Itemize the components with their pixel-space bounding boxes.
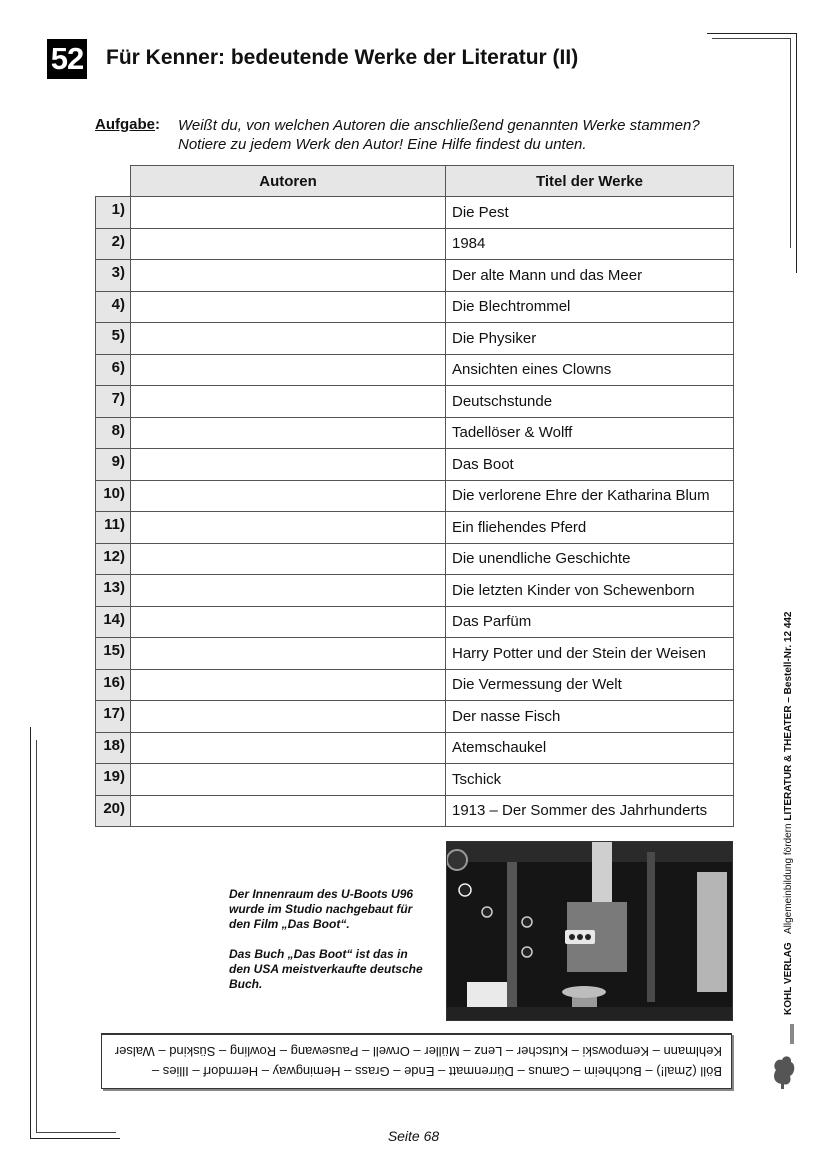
author-input-cell[interactable] bbox=[131, 291, 446, 323]
table-row bbox=[96, 449, 734, 481]
work-title: Ein fliehendes Pferd bbox=[446, 512, 734, 544]
table-row bbox=[96, 386, 734, 418]
row-number: 8) bbox=[96, 417, 131, 449]
work-title: Ansichten eines Clowns bbox=[446, 354, 734, 386]
column-header-works: Titel der Werke bbox=[446, 166, 734, 197]
page-number-badge: 52 bbox=[47, 39, 87, 79]
author-input-cell[interactable] bbox=[131, 260, 446, 292]
row-number: 14) bbox=[96, 606, 131, 638]
row-number: 11) bbox=[96, 512, 131, 544]
author-input-cell[interactable] bbox=[131, 228, 446, 260]
work-title: Die unendliche Geschichte bbox=[446, 543, 734, 575]
photo-caption: Der Innenraum des U-Boots U96 wurde im Studio nachgebaut für den Film „Das Boot“. Das Buch „Das Boot“ ist das in den USA meistverkaufte deutsche Buch. bbox=[229, 887, 423, 991]
author-input-cell[interactable] bbox=[131, 575, 446, 607]
row-number: 18) bbox=[96, 732, 131, 764]
work-title: Der alte Mann und das Meer bbox=[446, 260, 734, 292]
row-number: 12) bbox=[96, 543, 131, 575]
row-number: 3) bbox=[96, 260, 131, 292]
row-number: 4) bbox=[96, 291, 131, 323]
work-title: Die Blechtrommel bbox=[446, 291, 734, 323]
work-title: Atemschaukel bbox=[446, 732, 734, 764]
author-input-cell[interactable] bbox=[131, 764, 446, 796]
author-input-cell[interactable] bbox=[131, 480, 446, 512]
column-header-authors: Autoren bbox=[131, 166, 446, 197]
table-row bbox=[96, 228, 734, 260]
work-title: Die Physiker bbox=[446, 323, 734, 355]
work-title: Die Vermessung der Welt bbox=[446, 669, 734, 701]
table-row bbox=[96, 354, 734, 386]
work-title: Deutschstunde bbox=[446, 386, 734, 418]
work-title: Das Boot bbox=[446, 449, 734, 481]
row-number: 9) bbox=[96, 449, 131, 481]
table-row bbox=[96, 795, 734, 827]
author-hint-box bbox=[101, 1033, 732, 1089]
work-title: Das Parfüm bbox=[446, 606, 734, 638]
author-input-cell[interactable] bbox=[131, 449, 446, 481]
author-input-cell[interactable] bbox=[131, 543, 446, 575]
work-title: Die Pest bbox=[446, 197, 734, 229]
author-input-cell[interactable] bbox=[131, 606, 446, 638]
author-input-cell[interactable] bbox=[131, 732, 446, 764]
table-row bbox=[96, 543, 734, 575]
corner-line bbox=[712, 38, 791, 39]
corner-line bbox=[36, 740, 37, 1133]
author-input-cell[interactable] bbox=[131, 669, 446, 701]
row-number: 20) bbox=[96, 795, 131, 827]
row-number: 19) bbox=[96, 764, 131, 796]
table-row bbox=[96, 291, 734, 323]
table-row bbox=[96, 606, 734, 638]
corner-line bbox=[790, 38, 791, 248]
author-input-cell[interactable] bbox=[131, 512, 446, 544]
author-input-cell[interactable] bbox=[131, 701, 446, 733]
row-number: 2) bbox=[96, 228, 131, 260]
row-number: 13) bbox=[96, 575, 131, 607]
sidebar-publication-info: KOHL VERLAG Allgemeinbildung fördern LITERATUR & THEATER – Bestell-Nr. 12 442 bbox=[783, 611, 794, 1015]
author-input-cell[interactable] bbox=[131, 795, 446, 827]
corner-line bbox=[707, 33, 797, 34]
author-input-cell[interactable] bbox=[131, 323, 446, 355]
table-row bbox=[96, 260, 734, 292]
row-number: 10) bbox=[96, 480, 131, 512]
work-title: Harry Potter und der Stein der Weisen bbox=[446, 638, 734, 670]
publisher-logo-icon bbox=[770, 1024, 796, 1094]
work-title: Tschick bbox=[446, 764, 734, 796]
author-hint-text: Böll (2mal!) – Buchheim – Camus – Dürrenmatt – Ende – Grass – Hemingway – Herrndorf – Illies – Kehlmann – Kempowski – Kutscher – Lenz – Müller – Orwell – Pausewang – Rowling – Süskind – Walser bbox=[114, 1044, 722, 1079]
row-number: 16) bbox=[96, 669, 131, 701]
task-label: Aufgabe: bbox=[95, 116, 160, 133]
row-number: 1) bbox=[96, 197, 131, 229]
row-number: 7) bbox=[96, 386, 131, 418]
table-row bbox=[96, 732, 734, 764]
corner-line bbox=[796, 33, 797, 273]
table-row bbox=[96, 480, 734, 512]
table-row bbox=[96, 417, 734, 449]
author-input-cell[interactable] bbox=[131, 197, 446, 229]
row-number: 6) bbox=[96, 354, 131, 386]
corner-line bbox=[30, 727, 31, 1139]
table-row bbox=[96, 764, 734, 796]
work-title: Die verlorene Ehre der Katharina Blum bbox=[446, 480, 734, 512]
table-row bbox=[96, 323, 734, 355]
author-input-cell[interactable] bbox=[131, 638, 446, 670]
row-number: 15) bbox=[96, 638, 131, 670]
table-row bbox=[96, 512, 734, 544]
submarine-interior-photo bbox=[446, 841, 733, 1021]
work-title: 1984 bbox=[446, 228, 734, 260]
table-row bbox=[96, 669, 734, 701]
task-instructions: Weißt du, von welchen Autoren die anschließend genannten Werke stammen? Notiere zu jedem Werk den Autor! Eine Hilfe findest du unten. bbox=[178, 117, 700, 153]
author-input-cell[interactable] bbox=[131, 386, 446, 418]
work-title: Der nasse Fisch bbox=[446, 701, 734, 733]
page-footer: Seite 68 bbox=[387, 1128, 440, 1144]
row-number: 17) bbox=[96, 701, 131, 733]
author-input-cell[interactable] bbox=[131, 417, 446, 449]
author-input-cell[interactable] bbox=[131, 354, 446, 386]
row-number: 5) bbox=[96, 323, 131, 355]
table-corner-cell bbox=[96, 166, 131, 197]
table-row bbox=[96, 197, 734, 229]
table-row bbox=[96, 575, 734, 607]
table-row bbox=[96, 638, 734, 670]
work-title: Tadellöser & Wolff bbox=[446, 417, 734, 449]
work-title: 1913 – Der Sommer des Jahrhunderts bbox=[446, 795, 734, 827]
table-row bbox=[96, 701, 734, 733]
works-table bbox=[95, 165, 734, 827]
page-title: Für Kenner: bedeutende Werke der Literatur (II) bbox=[106, 46, 579, 69]
work-title: Die letzten Kinder von Schewenborn bbox=[446, 575, 734, 607]
